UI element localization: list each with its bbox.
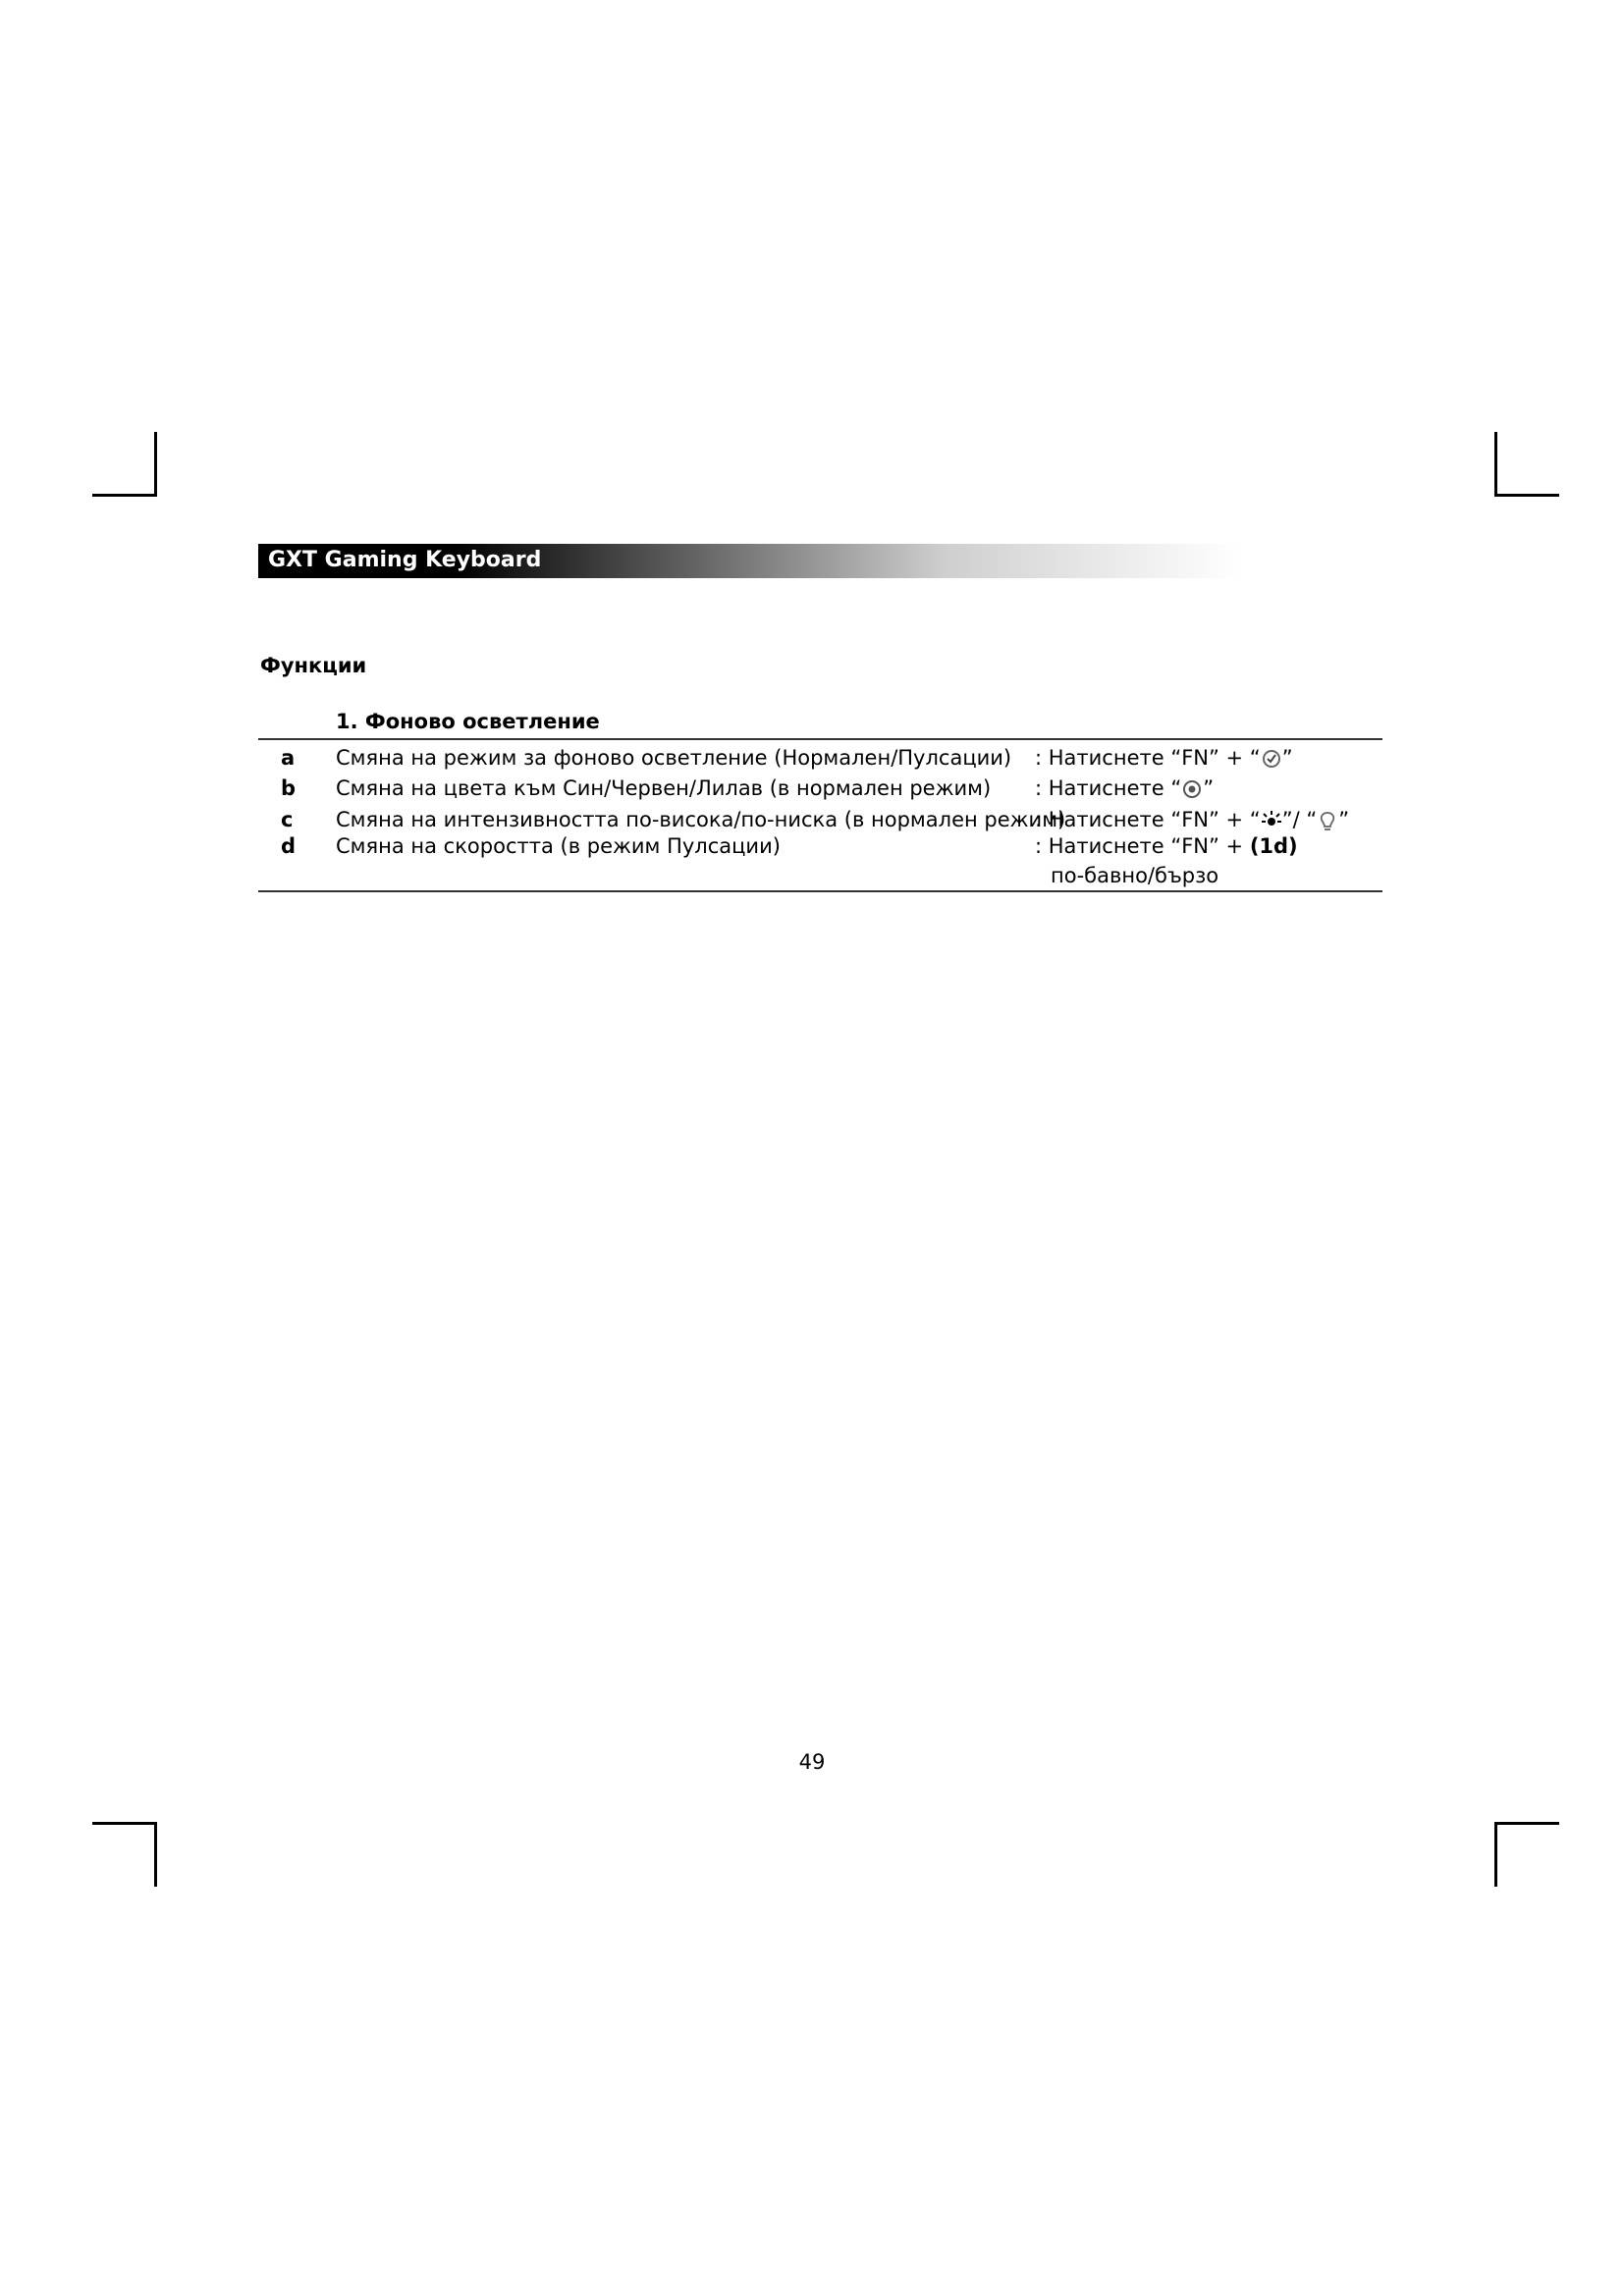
crop-mark-top-right-vertical bbox=[1494, 432, 1497, 497]
crop-mark-bottom-right-horizontal bbox=[1494, 1822, 1559, 1825]
row-letter: b bbox=[281, 776, 297, 800]
brightness-down-icon bbox=[1317, 810, 1338, 831]
row-description: Смяна на цвета към Син/Червен/Лилав (в нормален режим) bbox=[336, 776, 992, 800]
row-letter: c bbox=[281, 808, 294, 831]
table-row bbox=[0, 831, 1624, 863]
header-title: GXT Gaming Keyboard bbox=[268, 548, 542, 572]
row-description: Смяна на скоростта (в режим Пулсации) bbox=[336, 834, 781, 858]
crop-mark-bottom-left-horizontal bbox=[92, 1822, 157, 1825]
page-number: 49 bbox=[798, 1750, 826, 1774]
row-action: : Натиснете “FN” + (1d) bbox=[1035, 834, 1298, 858]
row-letter: d bbox=[281, 834, 297, 858]
table-bottom-rule bbox=[258, 890, 1382, 892]
crop-mark-top-left-horizontal bbox=[92, 494, 157, 497]
subsection-title: 1. Фоново осветление bbox=[336, 710, 600, 733]
row-action-continuation: по-бавно/бързо bbox=[1051, 864, 1219, 887]
table-top-rule bbox=[258, 738, 1382, 740]
crop-mark-top-left-vertical bbox=[154, 432, 157, 497]
row-action: : Натиснете “ ” bbox=[1035, 776, 1215, 800]
table-row bbox=[0, 743, 1624, 774]
brightness-up-icon bbox=[1261, 810, 1282, 831]
row-action: : Натиснете “FN” + “ ”/ “ ” bbox=[1035, 808, 1350, 831]
header-bar bbox=[258, 544, 1240, 578]
row-description: Смяна на интензивността по-висока/по-ниска (в нормален режим) bbox=[336, 808, 1066, 831]
section-title: Функции bbox=[260, 654, 367, 677]
crop-mark-bottom-left-vertical bbox=[154, 1822, 157, 1887]
crop-mark-top-right-horizontal bbox=[1494, 494, 1559, 497]
row-action: : Натиснете “FN” + “ ” bbox=[1035, 746, 1293, 770]
crop-mark-bottom-right-vertical bbox=[1494, 1822, 1497, 1887]
row-description: Смяна на режим за фоново осветление (Нормален/Пулсации) bbox=[336, 746, 1012, 770]
row-letter: a bbox=[281, 746, 296, 770]
table-row bbox=[0, 774, 1624, 805]
backlight-mode-icon bbox=[1261, 748, 1282, 770]
backlight-color-icon bbox=[1181, 778, 1203, 800]
